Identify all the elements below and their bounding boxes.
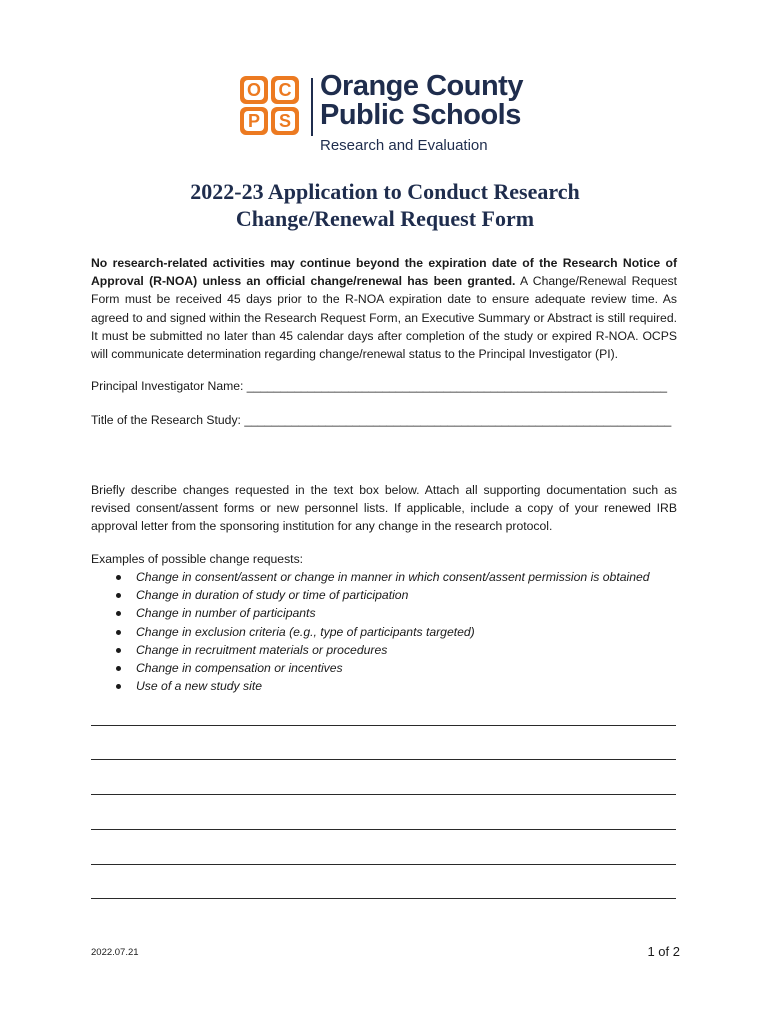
logo-tile	[240, 76, 268, 104]
description-line[interactable]	[91, 794, 676, 795]
describe-instructions: Briefly describe changes requested in the text box below. Attach all supporting documentation such as revised consent/assent forms or new personnel lists. If applicable, include a copy of your renewed IRB approval letter from the sponsoring institution for any change in the research protocol.	[91, 483, 677, 534]
description-line[interactable]	[91, 759, 676, 760]
logo-tile	[240, 107, 268, 135]
logo-tile	[271, 107, 299, 135]
form-title-line2: Change/Renewal Request Form	[235, 206, 535, 231]
list-item: Change in recruitment materials or procedures	[108, 641, 650, 659]
intro-text: A Change/Renewal Request Form must be received 45 days prior to the R-NOA expiration date to ensure adequate review time. As agreed to and signed within the Research Request Form, an Executive Summary or Abstract is still required. It must be submitted no later than 45 calendar days after completion of the study or expired R-NOA. OCPS will communicate determination regarding change/renewal status to the Principal Investigator (PI).	[91, 274, 677, 362]
examples-label: Examples of possible change requests:	[91, 552, 304, 566]
list-item: Change in duration of study or time of participation	[108, 586, 650, 604]
logo-organization-name	[320, 72, 523, 130]
logo-tile-letter: P	[244, 111, 264, 131]
list-item: Change in consent/assent or change in manner in which consent/assent permission is obtained	[108, 568, 650, 586]
intro-paragraph	[91, 254, 677, 363]
description-line[interactable]	[91, 829, 676, 830]
list-item: Use of a new study site	[108, 677, 650, 695]
description-line[interactable]	[91, 725, 676, 726]
logo-divider	[311, 78, 313, 136]
ocps-logo	[240, 70, 540, 160]
logo-tile-letter: C	[275, 80, 295, 100]
intro-bold-text: No research-related activities may continue beyond the expiration date of the Research Notice of Approval (R-NOA) unless an official change/renewal has been granted.	[91, 256, 677, 289]
footer-revision-date: 2022.07.21	[91, 947, 139, 958]
description-line[interactable]	[91, 864, 676, 865]
form-title-line1: 2022-23 Application to Conduct Research	[190, 179, 580, 204]
list-item: Change in compensation or incentives	[108, 659, 650, 677]
description-line[interactable]	[91, 898, 676, 899]
page-number: 1 of 2	[647, 944, 680, 959]
pi-name-field[interactable]: Principal Investigator Name: ______________________________________________________________	[91, 379, 668, 393]
logo-tile-letter: S	[275, 111, 295, 131]
logo-tile	[271, 76, 299, 104]
logo-tile-letter: O	[244, 80, 264, 100]
list-item: Change in exclusion criteria (e.g., type of participants targeted)	[108, 623, 650, 641]
ocps-logo-mark	[240, 76, 302, 138]
examples-list	[108, 568, 650, 695]
list-item: Change in number of participants	[108, 604, 650, 622]
logo-name-line2: Public Schools	[320, 99, 521, 131]
study-title-field[interactable]: Title of the Research Study: _______________________________________________________________	[91, 413, 672, 427]
logo-name-line1: Orange County	[320, 70, 523, 102]
logo-department: Research and Evaluation	[320, 137, 488, 154]
